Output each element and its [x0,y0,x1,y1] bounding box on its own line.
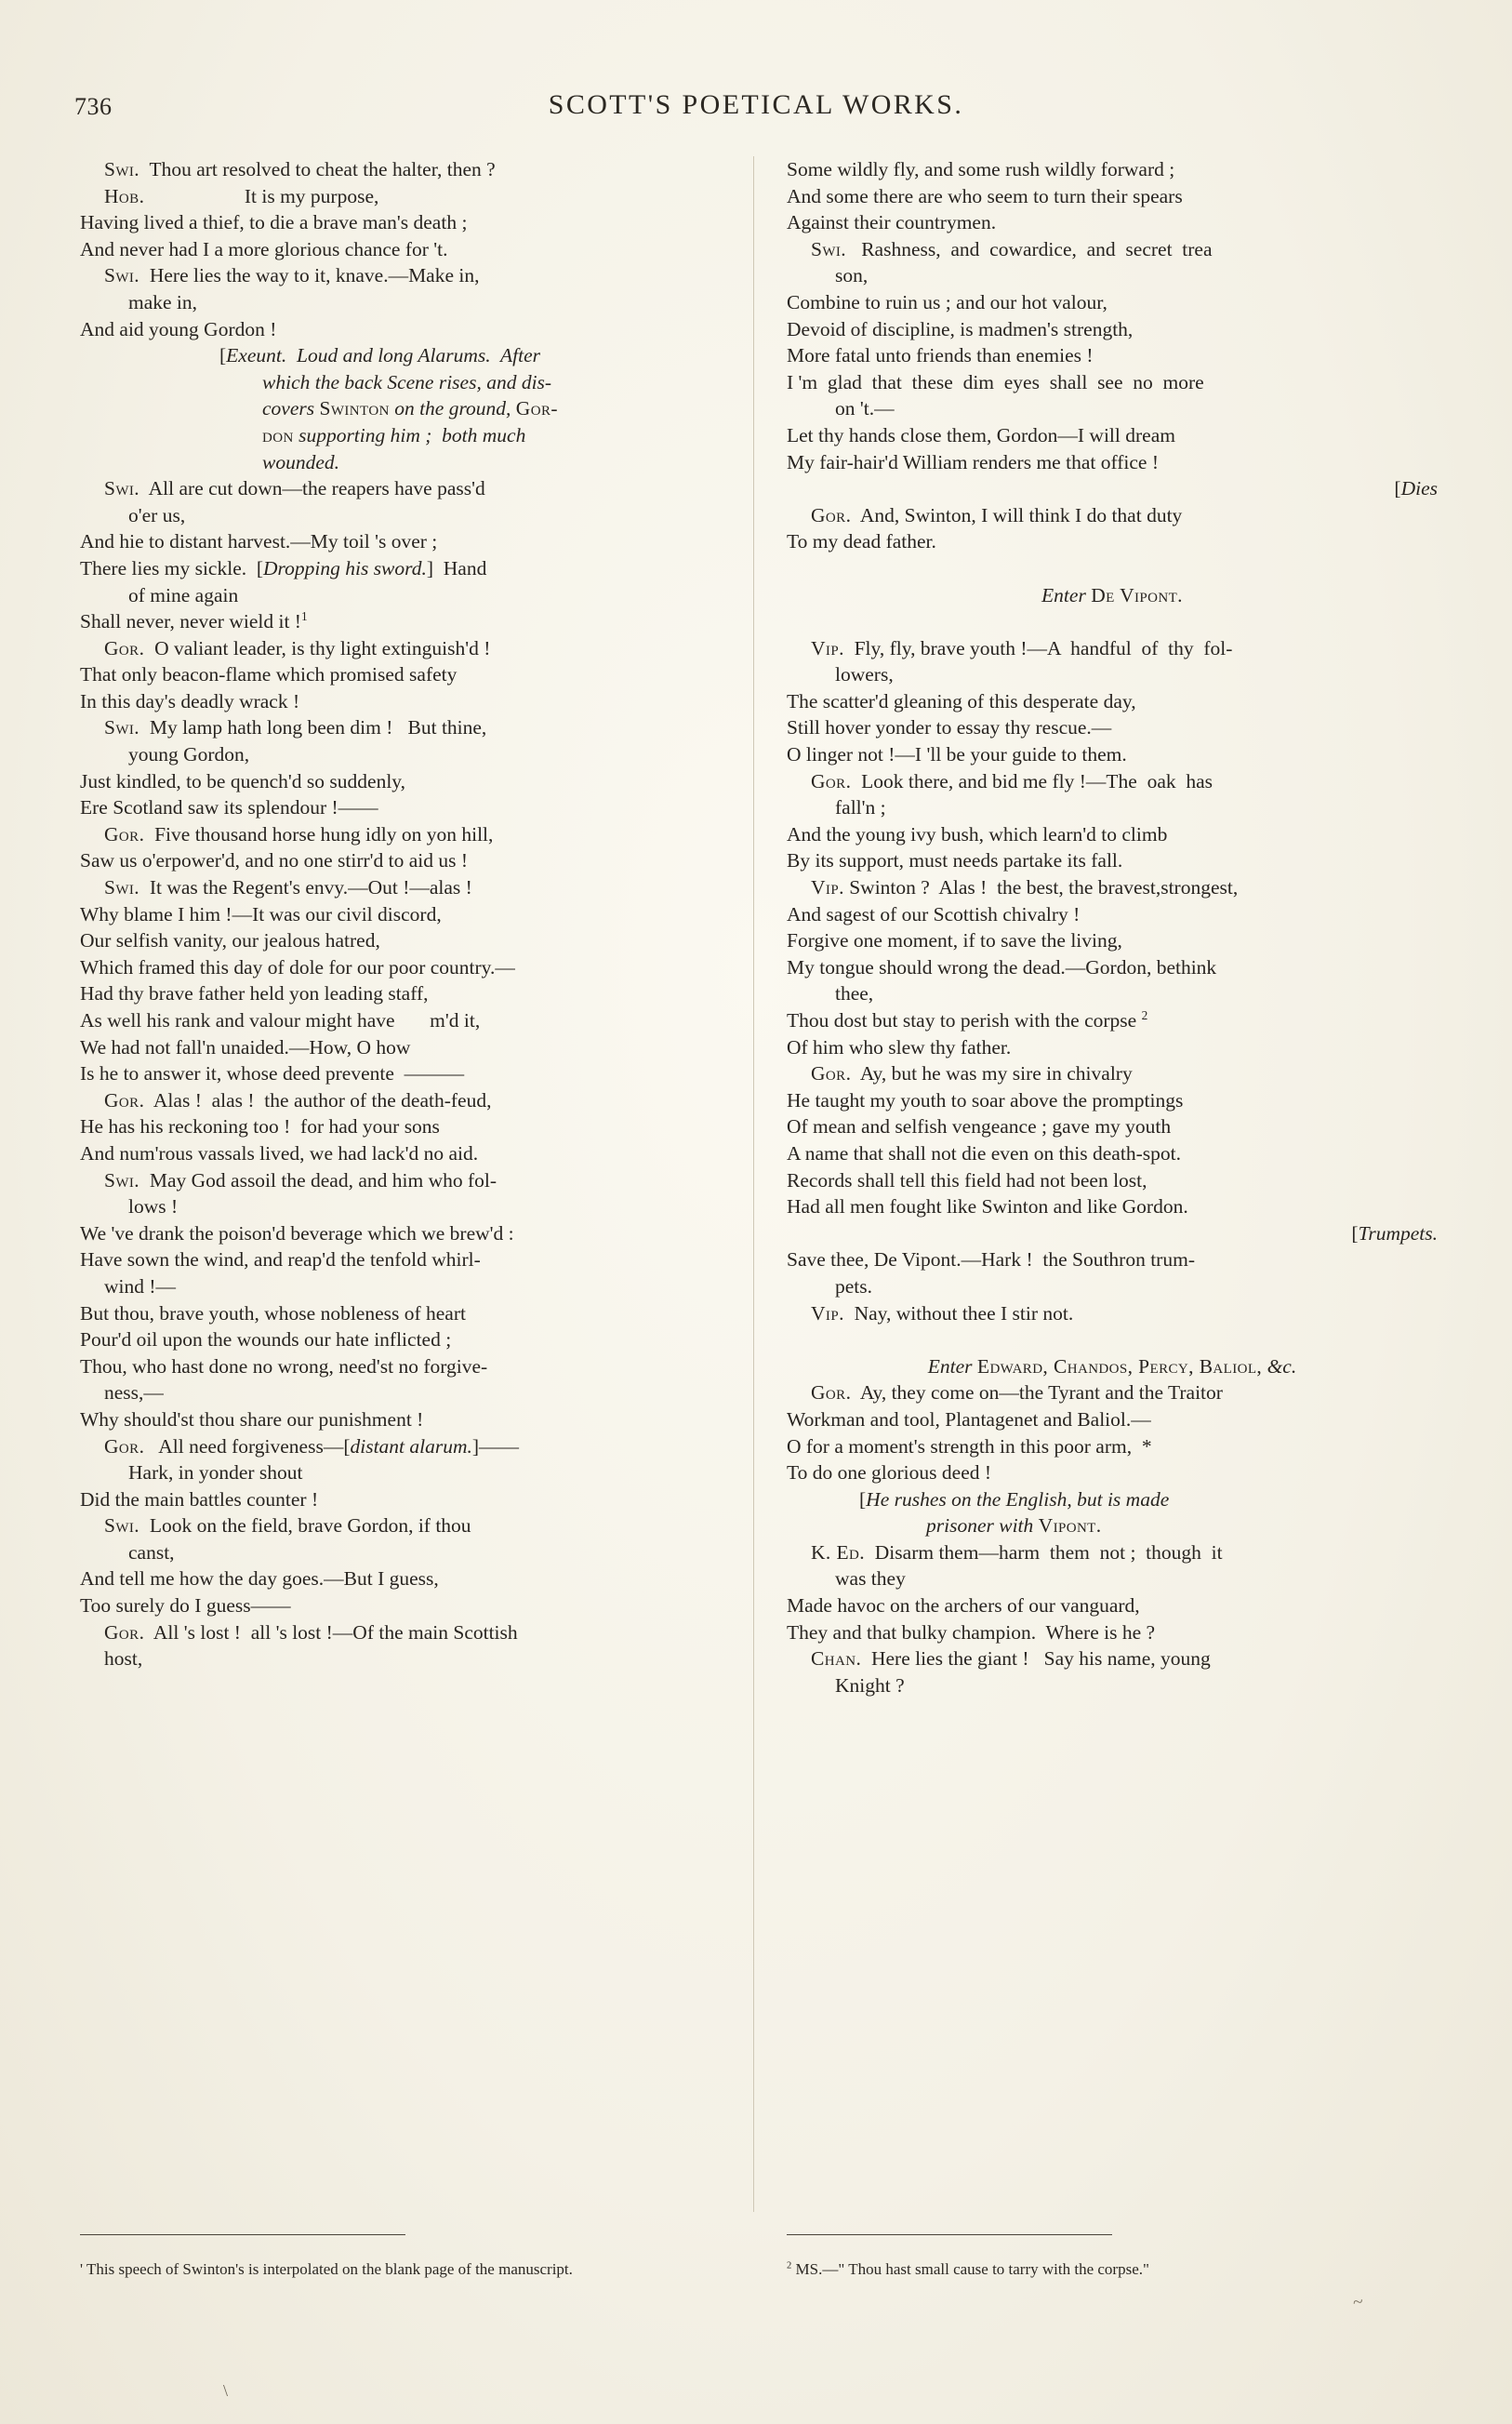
footnote-text-left: ' This speech of Swinton's is interpolated on the blank page of the manuscript. [80,2260,573,2278]
verse-line: Workman and tool, Plantagenet and Baliol.— [787,1407,1151,1431]
verse-line: Gor. O valiant leader, is thy light extinguish'd ! [104,636,491,659]
verse-line: K. Ed. Disarm them—harm them not ; though it [811,1540,1223,1564]
verse-line: Save thee, De Vipont.—Hark ! the Southron trum- [787,1248,1195,1272]
verse-line: thee, [835,982,874,1006]
verse-line: Vip. Fly, fly, brave youth !—A handful of thy fol- [811,636,1233,659]
verse-line: He has his reckoning too ! for had your sons [80,1115,440,1139]
verse-line: Having lived a thief, to die a brave man's death ; [80,211,468,234]
verse-line: Too surely do I guess—— [80,1594,291,1618]
verse-line: pets. [835,1274,873,1298]
verse-line: Thou, who hast done no wrong, need'st no forgive- [80,1354,488,1378]
verse-line: son, [835,264,869,287]
verse-line: Vip. Nay, without thee I stir not. [811,1301,1074,1325]
verse-line: And num'rous vassals lived, we had lack'd no aid. [80,1141,479,1165]
verse-line: But thou, brave youth, whose nobleness of heart [80,1301,466,1325]
footnote-right [787,2234,1438,2281]
verse-line: I 'm glad that these dim eyes shall see no more [787,370,1204,393]
verse-line: O for a moment's strength in this poor arm, * [787,1434,1152,1458]
verse-line: Our selfish vanity, our jealous hatred, [80,929,380,952]
verse-line: Of him who slew thy father. [787,1035,1012,1059]
verse-line: Ere Scotland saw its splendour !—— [80,796,378,819]
verse-line: [Dies [1394,477,1438,500]
verse-line: Knight ? [835,1673,905,1697]
verse-line: canst, [128,1540,175,1564]
verse-line: Have sown the wind, and reap'd the tenfold whirl- [80,1248,481,1272]
verse-line: Gor. All 's lost ! all 's lost !—Of the main Scottish [104,1620,518,1644]
verse-line: young Gordon, [128,743,250,766]
verse-line: More fatal unto friends than enemies ! [787,344,1094,367]
verse-line: wind !— [104,1274,177,1298]
verse-line: Hark, in yonder shout [128,1461,303,1485]
verse-line [787,555,1438,582]
verse-line: Gor. Look there, and bid me fly !—The oak has [811,769,1214,792]
verse-line: Just kindled, to be quench'd so suddenly, [80,769,406,792]
verse-line: Forgive one moment, if to save the living, [787,929,1122,952]
verse-line: Had thy brave father held yon leading staff, [80,982,429,1006]
footnote-left [80,2234,731,2281]
page-tail-mark: \ [223,2381,229,2400]
verse-line: covers Swinton on the ground, Gor- [262,397,558,420]
verse-line: of mine again [128,583,239,606]
verse-line: Pour'd oil upon the wounds our hate inflicted ; [80,1328,452,1352]
verse-line: Made havoc on the archers of our vanguard, [787,1594,1140,1618]
verse-line: Had all men fought like Swinton and like Gordon. [787,1195,1188,1219]
verse-line: Saw us o'erpower'd, and no one stirr'd to aid us ! [80,849,469,872]
footnotes [69,2234,1443,2374]
verse-line: Shall never, never wield it !$^1$ [80,608,308,633]
verse-line: To my dead father. [787,530,936,553]
page-header [56,89,1456,130]
verse-line: And hie to distant harvest.—My toil 's over ; [80,530,438,553]
verse-line: lowers, [835,663,894,686]
verse-line: Gor. Five thousand horse hung idly on yon hill, [104,822,494,846]
verse-line: Of mean and selfish vengeance ; gave my youth [787,1115,1172,1139]
verse-line: And sagest of our Scottish chivalry ! [787,902,1081,926]
verse-line: host, [104,1647,143,1671]
verse-line: And never had I a more glorious chance for 't. [80,237,448,260]
verse-line: Gor. Ay, but he was my sire in chivalry [811,1062,1133,1085]
verse-line: As well his rank and valour might have m'd it, [80,1009,481,1032]
verse-line: don supporting him ; both much [262,423,526,446]
verse-line: Swi. My lamp hath long been dim ! But thine, [104,716,487,739]
verse-line: The scatter'd gleaning of this desperate day, [787,689,1136,713]
verse-line: Why should'st thou share our punishment ! [80,1407,424,1431]
verse-line: My fair-hair'd William renders me that office ! [787,450,1159,473]
verse-line: Against their countrymen. [787,211,997,234]
column-divider [753,156,754,2212]
verse-line: ness,— [104,1381,164,1405]
verse-line: Gor. And, Swinton, I will think I do that duty [811,503,1183,526]
verse-line: Swi. May God assoil the dead, and him who fol- [104,1168,497,1192]
verse-line: And tell me how the day goes.—But I guess, [80,1567,439,1591]
verse-line: which the back Scene rises, and dis- [262,370,552,393]
verse-line: [Trumpets. [1351,1221,1438,1245]
verse-line: By its support, must needs partake its fall. [787,849,1123,872]
verse-line: My tongue should wrong the dead.—Gordon, bethink [787,955,1217,979]
verse-line: Hob. It is my purpose, [104,184,379,207]
verse-line: Enter Edward, Chandos, Percy, Baliol, &c. [927,1354,1297,1378]
verse-line: Combine to ruin us ; and our hot valour, [787,290,1107,313]
verse-line: Some wildly fly, and some rush wildly forward ; [787,158,1175,180]
verse-line: lows ! [128,1195,179,1219]
verse-line: Swi. All are cut down—the reapers have pass'd [104,477,485,500]
verse-line: There lies my sickle. [Dropping his sword.] Hand [80,556,487,579]
verse-line: Is he to answer it, whose deed prevente ——— [80,1062,465,1085]
verse-line: [Exeunt. Loud and long Alarums. After [219,344,540,367]
verse-line: Did the main battles counter ! [80,1487,319,1511]
verse-line: Thou dost but stay to perish with the corpse $^2$ [787,1007,1148,1032]
verse-line: wounded. [262,450,340,473]
verse-line: And the young ivy bush, which learn'd to climb [787,822,1168,846]
verse-line: o'er us, [128,503,186,526]
running-title: SCOTT'S POETICAL WORKS. [548,89,964,120]
verse-line: Still hover yonder to essay thy rescue.— [787,716,1112,739]
verse-line: Vip. Swinton ? Alas ! the best, the bravest,strongest, [811,876,1239,899]
verse-line: Which framed this day of dole for our poor country.— [80,955,515,979]
verse-line: Gor. Alas ! alas ! the author of the death-feud, [104,1088,492,1112]
page-sheet [56,41,1456,2400]
verse-line: Swi. Look on the field, brave Gordon, if thou [104,1514,471,1538]
verse-line [787,608,1438,635]
column-left [80,156,731,1672]
verse-line: We had not fall'n unaided.—How, O how [80,1035,411,1059]
verse-line: In this day's deadly wrack ! [80,689,300,713]
verse-line: They and that bulky champion. Where is he ? [787,1620,1156,1644]
verse-line [787,1326,1438,1353]
verse-line: We 've drank the poison'd beverage which we brew'd : [80,1221,514,1245]
text-columns [69,156,1443,2212]
verse-line: on 't.— [835,397,895,420]
footnote-text-right: $^2$ MS.—" Thou hast small cause to tarry with the corpse." [787,2260,1149,2278]
verse-line: was they [835,1567,906,1591]
verse-line: And aid young Gordon ! [80,317,277,340]
verse-line: Records shall tell this field had not been lost, [787,1168,1147,1192]
verse-line: Gor. All need forgiveness—[distant alarum.]—— [104,1434,520,1458]
page-number: 736 [74,93,113,120]
verse-line: Let thy hands close them, Gordon—I will dream [787,423,1175,446]
verse-line: make in, [128,290,198,313]
verse-line: Swi. Here lies the way to it, knave.—Make in, [104,264,480,287]
verse-line: Why blame I him !—It was our civil discord, [80,902,442,926]
verse-line: A name that shall not die even on this death-spot. [787,1141,1181,1165]
ink-squiggle: ~ [1351,2291,1365,2313]
verse-line: Chan. Here lies the giant ! Say his name, young [811,1647,1211,1671]
verse-line: prisoner with Vipont. [926,1514,1102,1538]
verse-line: Enter De Vipont. [1041,583,1183,606]
verse-line: fall'n ; [835,796,886,819]
verse-line: [He rushes on the English, but is made [859,1487,1170,1511]
verse-line: Swi. It was the Regent's envy.—Out !—alas ! [104,876,472,899]
verse-line: To do one glorious deed ! [787,1461,992,1485]
verse-line: O linger not !—I 'll be your guide to them. [787,743,1127,766]
verse-line: And some there are who seem to turn their spears [787,184,1183,207]
verse-line: Gor. Ay, they come on—the Tyrant and the Traitor [811,1381,1223,1405]
verse-line: He taught my youth to soar above the promptings [787,1088,1184,1112]
verse-line: Swi. Thou art resolved to cheat the halter, then ? [104,158,496,180]
verse-line: Swi. Rashness, and cowardice, and secret trea [811,237,1213,260]
column-right [787,156,1438,1698]
verse-line: Devoid of discipline, is madmen's strength, [787,317,1134,340]
verse-line: That only beacon-flame which promised safety [80,663,458,686]
